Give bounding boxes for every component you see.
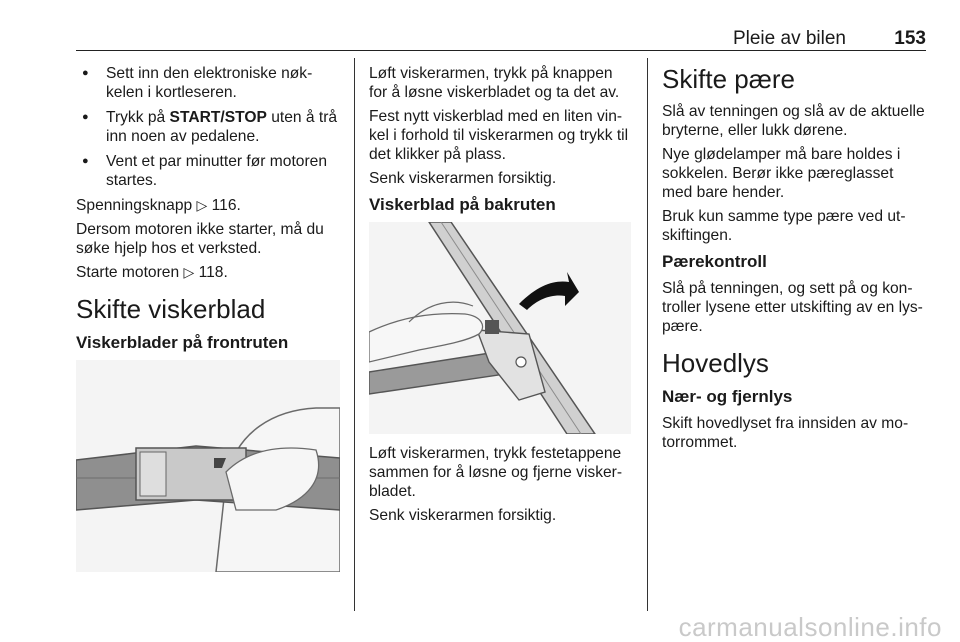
column-1: [76, 64, 342, 582]
header-divider: [76, 50, 926, 51]
wiper-rear-illustration: [369, 222, 631, 434]
column-3: [662, 64, 928, 457]
paragraph: Slå av tenningen og slå av de aktuelle bryterne, eller lukk dørene.: [662, 103, 925, 139]
paragraph: Slå på tenningen, og sett på og kon-troller lysene etter utskifting av en lys-pære.: [662, 280, 923, 335]
paragraph: Bruk kun samme type pære ved ut-skiftingen.: [662, 208, 906, 244]
section-heading: Skifte viskerblad: [76, 294, 266, 324]
subsection-heading: Nær- og fjernlys: [662, 387, 793, 406]
wiper-front-illustration: [76, 360, 340, 572]
cross-reference[interactable]: Starte motoren ▷ 118.: [76, 264, 228, 281]
subsection-heading: Viskerblad på bakruten: [369, 195, 556, 214]
paragraph: Fest nytt viskerblad med en liten vin-kel i forhold til viskerarmen og trykk til det klikker på plass.: [369, 108, 629, 163]
page-header: [76, 26, 926, 52]
column-divider-2: [647, 58, 648, 611]
paragraph: Nye glødelamper må bare holdes i sokkelen. Berør ikke pæreglasset med bare hender.: [662, 146, 901, 201]
page-number: 153: [894, 28, 926, 49]
section-heading: Skifte pære: [662, 64, 795, 94]
paragraph: Senk viskerarmen forsiktig.: [369, 507, 557, 524]
start-stop-label: START/STOP: [169, 109, 267, 126]
paragraph: Dersom motoren ikke starter, må du søke hjelp hos et verksted.: [76, 221, 324, 257]
subsection-heading: Viskerblader på frontruten: [76, 333, 289, 352]
watermark: carmanualsonline.info: [678, 612, 942, 642]
bullet-item: ● Trykk på START/STOP uten å trå inn noen av pedalene.: [76, 108, 342, 146]
section-title: Pleie av bilen: [732, 28, 846, 49]
cross-reference[interactable]: Spenningsknapp ▷ 116.: [76, 197, 241, 214]
subsection-heading: Pærekontroll: [662, 252, 767, 271]
triangle-right-icon: ▷: [183, 264, 195, 280]
paragraph: Skift hovedlyset fra innsiden av mo-torrommet.: [662, 415, 909, 451]
column-divider-1: [354, 58, 355, 611]
column-2: [369, 64, 633, 530]
paragraph: Senk viskerarmen forsiktig.: [369, 170, 557, 187]
bullet-item: ● Vent et par minutter før motoren startes.: [76, 152, 342, 190]
paragraph: Løft viskerarmen, trykk festetappene sammen for å løsne og fjerne visker-bladet.: [369, 445, 623, 500]
triangle-right-icon: ▷: [196, 197, 208, 213]
section-heading: Hovedlys: [662, 348, 769, 378]
paragraph: Løft viskerarmen, trykk på knappen for å løsne viskerbladet og ta det av.: [369, 65, 620, 101]
bullet-item: ● Sett inn den elektroniske nøk-kelen i kortleseren.: [76, 64, 342, 102]
